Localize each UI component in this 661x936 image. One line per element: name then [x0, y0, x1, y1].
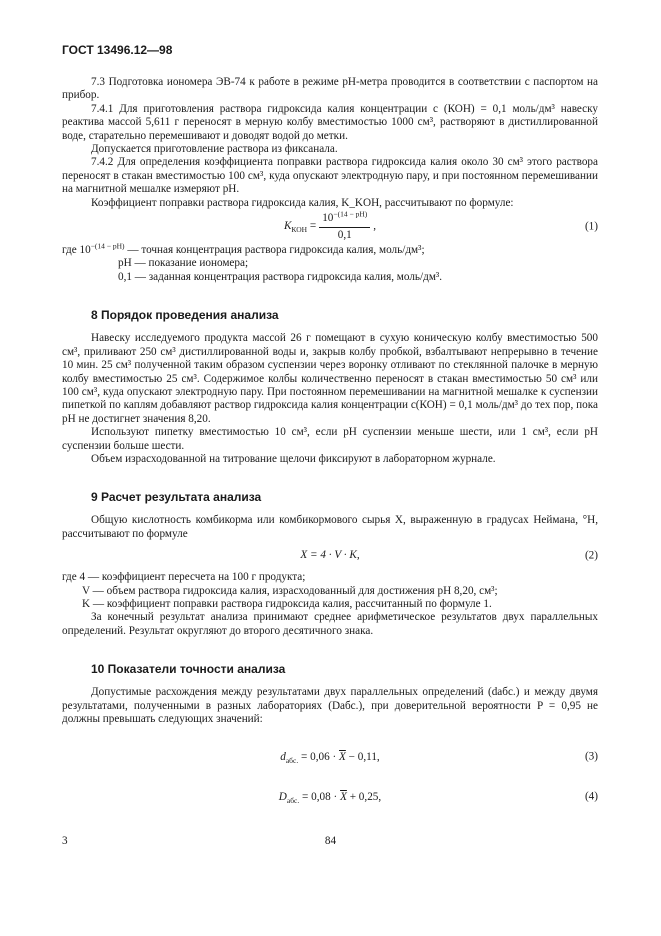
- formula-1-fraction: $\frac{10^{-(14 - pH)}}{0,1}$: [319, 212, 370, 242]
- formula-1-number: (1): [584, 220, 598, 233]
- formula-3: $d_{абс.} = 0,06 \cdot \overline{X} - 0,11$, (3): [280, 750, 598, 765]
- where-1-line-3: 0,1 — заданная концентрация раствора гидроксида калия, моль/дм³.: [118, 270, 443, 283]
- paragraph-7-4-2: 7.4.2 Для определения коэффициента поправки раствора гидроксида калия около 30 см³ этого раствора переносят в стакан вместимостью 100 см³, куда опускают электродную пару, и при постоянном перемешивании на магнитной мешалке измеряют рН.: [62, 156, 598, 196]
- formula-1-lhs: $K_{КОН}$ =: [283, 220, 317, 235]
- standard-header: ГОСТ 13496.12—98: [62, 43, 173, 57]
- formula-4: $D_{абс.} = 0,08 \cdot \overline{X} + 0,25$, (4): [278, 790, 598, 805]
- formula-3-number: (3): [584, 750, 598, 763]
- where-1-line-1: где $10^{-(14 - pH)}$ — точная концентрация раствора гидроксида калия, моль/дм³;: [62, 241, 425, 257]
- section-8-paragraph-2: Используют пипетку вместимостью 10 см³, если рН суспензии меньше шести, или 1 см³, если рН суспензии больше шести.: [62, 426, 598, 452]
- section-10-title: 10 Показатели точности анализа: [91, 662, 286, 677]
- page-section-number: 3: [62, 835, 68, 847]
- where-1-line-2: рН — показание иономера;: [118, 257, 249, 270]
- where-2-line-2: V — объем раствора гидроксида калия, израсходованный для достижения рН 8,20, см³;: [82, 584, 498, 597]
- section-9-paragraph-1: Общую кислотность комбикорма или комбикормового сырья X, выраженную в градусах Неймана, °Н, рассчитывают по формуле: [62, 514, 598, 540]
- section-8-paragraph-3: Объем израсходованной на титрование щелочи фиксируют в лабораторном журнале.: [91, 452, 496, 465]
- paragraph-fixanal: Допускается приготовление раствора из фиксанала.: [91, 143, 338, 156]
- section-10-paragraph-1: Допустимые расхождения между результатами двух параллельных определений (dабс.) и между двумя результатами, полученными в разных лабораториях (Dабс.), при доверительной вероятности P = 0,95 не должны превышать следующих значений:: [62, 686, 598, 725]
- paragraph-7-3: 7.3 Подготовка иономера ЭВ-74 к работе в режиме рН-метра проводится в соответствии с паспортом на прибор.: [62, 76, 598, 102]
- where-2-line-3: K — коэффициент поправки раствора гидроксида калия, рассчитанный по формуле 1.: [82, 597, 492, 610]
- section-9-paragraph-2: За конечный результат анализа принимают среднее арифметическое результатов двух параллельных определений. Результат округляют до второго десятичного знака.: [62, 611, 598, 637]
- section-8-paragraph-1: Навеску исследуемого продукта массой 26 г помещают в сухую коническую колбу вместимостью 500 см³, приливают 250 см³ дистиллированной воды и, закрыв колбу пробкой, взбалтывают непрерывно в течение 10 мин. 25 см³ полученной таким образом суспензии через воронку отливают по стеклянной палочке в мерную колбу вместимостью 25 см³. Содержимое колбы количественно переносят в стакан вместимостью 50 см³ или 100 см³, куда опускают электродную пару. При постоянном перемешивании на магнитной мешалке к суспензии пипеткой по каплям добавляют раствор гидроксида калия концентрации c(КОН) = 0,1 моль/дм³ до тех пор, пока рН не достигнет значения 8,20.: [62, 332, 598, 425]
- document-body: [62, 76, 598, 812]
- paragraph-koh-coefficient: Коэффициент поправки раствора гидроксида калия, K_KOH, рассчитывают по формуле:: [91, 196, 514, 209]
- section-9-title: 9 Расчет результата анализа: [91, 490, 262, 505]
- formula-1: $K_{КОН}$ = $\frac{10^{-(14 - pH)}}{0,1}$ , (1): [283, 209, 598, 241]
- paragraph-7-4-1: 7.4.1 Для приготовления раствора гидроксида калия концентрации c (КОН) = 0,1 моль/дм³ навеску реактива массой 5,611 г переносят в мерную колбу вместимостью 1000 см³, растворяют в дистиллированной воде, старательно перемешивают и доводят водой до метки.: [62, 102, 598, 142]
- where-2-line-1: где 4 — коэффициент пересчета на 100 г продукта;: [62, 571, 306, 584]
- section-8-title: 8 Порядок проведения анализа: [91, 308, 279, 323]
- formula-2-number: (2): [584, 549, 598, 562]
- page-number: 84: [324, 835, 337, 847]
- formula-4-number: (4): [584, 790, 598, 803]
- formula-2: X = 4 · V · K, (2): [300, 549, 598, 562]
